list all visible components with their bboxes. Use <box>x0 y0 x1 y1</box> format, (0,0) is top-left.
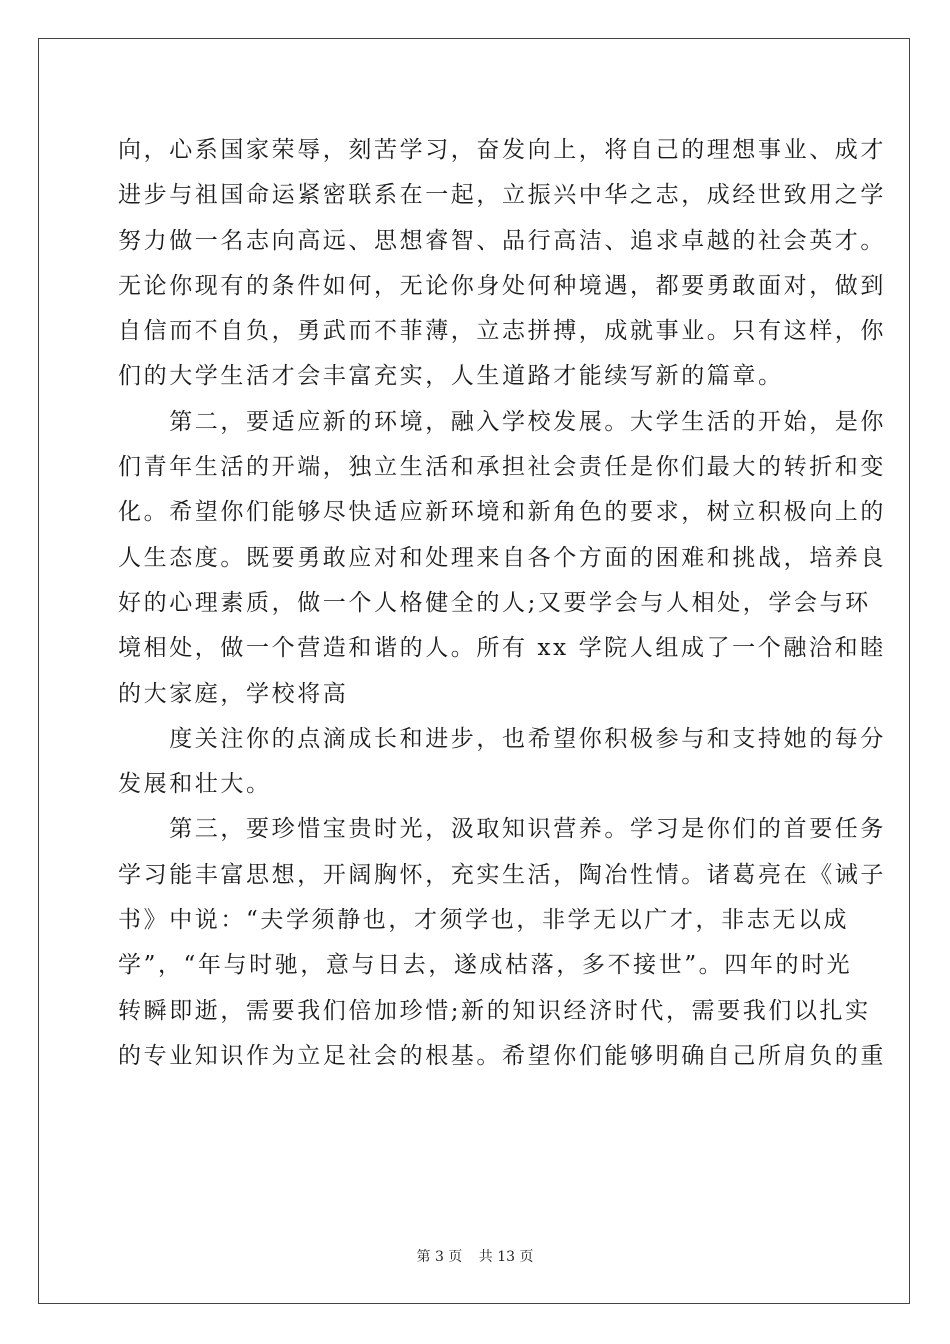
text-line: 向，心系国家荣辱，刻苦学习，奋发向上，将自己的理想事业、成才 <box>118 137 886 163</box>
text-line: 努力做一名志向高远、思想睿智、品行高洁、追求卓越的社会英才。 <box>118 227 886 254</box>
page-total: 共 13 页 <box>478 1249 534 1265</box>
page-number: 第 3 页 <box>416 1249 463 1265</box>
text-line: 发展和壮大。 <box>118 771 272 798</box>
text-line: 的大家庭，学校将高 <box>118 680 349 707</box>
page-footer <box>0 1246 950 1266</box>
text-line: 们青年生活的开端，独立生活和承担社会责任是你们最大的转折和变 <box>118 454 886 481</box>
text-line: 无论你现有的条件如何，无论你身处何种境遇，都要勇敢面对，做到 <box>118 272 886 299</box>
text-line: 的专业知识作为立足社会的根基。希望你们能够明确自己所肩负的重 <box>118 1042 886 1069</box>
text-line: 自信而不自负，勇武而不菲薄，立志拼搏，成就事业。只有这样，你 <box>118 318 886 345</box>
text-line: 第三，要珍惜宝贵时光，汲取知识营养。学习是你们的首要任务 <box>118 816 886 843</box>
text-line: 度关注你的点滴成长和进步，也希望你积极参与和支持她的每分 <box>118 725 886 752</box>
text-line: 人生态度。既要勇敢应对和处理来自各个方面的困难和挑战，培养良 <box>118 544 886 571</box>
text-line: 学”，“年与时驰，意与日去，遂成枯落，多不接世”。四年的时光 <box>118 952 853 979</box>
text-line: 们的大学生活才会丰富充实，人生道路才能续写新的篇章。 <box>118 363 784 390</box>
text-line: 好的心理素质，做一个人格健全的人;又要学会与人相处，学会与环 <box>118 589 871 616</box>
document-body <box>118 128 886 1079</box>
text-line: 第二，要适应新的环境，融入学校发展。大学生活的开始，是你 <box>118 408 886 435</box>
text-line: 化。希望你们能够尽快适应新环境和新角色的要求，树立积极向上的 <box>118 499 886 526</box>
text-line: 境相处，做一个营造和谐的人。所有 xx 学院人组成了一个融洽和睦 <box>118 635 886 662</box>
text-line: 转瞬即逝，需要我们倍加珍惜;新的知识经济时代，需要我们以扎实 <box>118 997 871 1024</box>
text-line: 书》中说：“夫学须静也，才须学也，非学无以广才，非志无以成 <box>118 907 850 934</box>
text-line: 学习能丰富思想，开阔胸怀，充实生活，陶冶性情。诸葛亮在《诫子 <box>118 861 886 888</box>
text-line: 进步与祖国命运紧密联系在一起，立振兴中华之志，成经世致用之学 <box>118 182 886 209</box>
